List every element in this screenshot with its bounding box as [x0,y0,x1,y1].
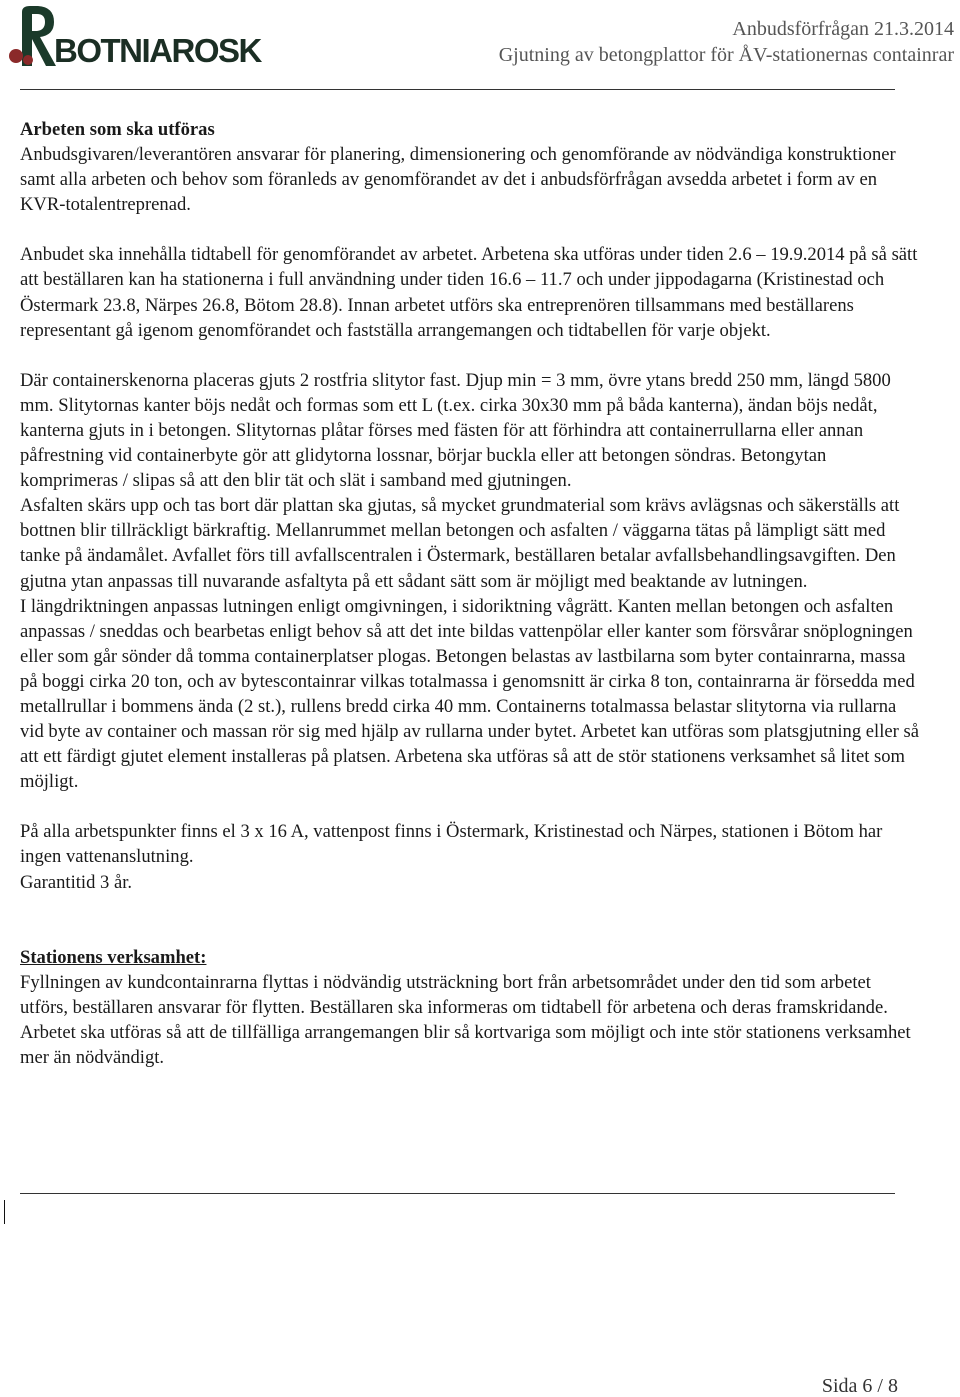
paragraph: På alla arbetspunkter finns el 3 x 16 A, vattenpost finns i Östermark, Kristinestad och Närpes, stationen i Bötom har ingen vattenanslutning. [20,821,883,868]
header-divider [20,89,895,90]
document-body [20,117,920,1070]
text-cursor [4,1200,5,1224]
paragraph: Asfalten skärs upp och tas bort där plattan ska gjutas, så mycket grundmaterial som krävs avlägsnas och säkerställs att bottnen blir tillräckligt bärkraftig. Mellanrummet mellan betongen och asfalten / väggarna tätas på lämpligt sätt med tanke på ändamålet. Avfallet förs till avfallscentralen i Östermark, beställaren betalar avfallsbehandlingsavgiften. Den gjutna ytan anpassas till nuvarande asfaltyta på ett sådant sätt som är möjligt med beaktande av lutningen. [20,495,900,592]
paragraph: Där containerskenorna placeras gjuts 2 rostfria slitytor fast. Djup min = 3 mm, övre ytans bredd 250 mm, längd 5800 mm. Slitytornas kanter böjs nedåt och formas som ett L (t.ex. cirka 30x30 mm på båda kanterna), ändan böjs nedåt, kanterna gjuts in i betongen. Slitytornas plåtar förses med fästen för att förhindra att containerrullarna eller annan påfrestning vid containerbyte gör att glidytorna lossnar, börjar buckla eller att betongen söndras. Betongytan komprimeras / slipas så att den blir tät och slät i samband med gjutningen. [20,369,891,492]
paragraph: I längdriktningen anpassas lutningen enligt omgivningen, i sidoriktning vågrätt. Kanten mellan betongen och asfalten anpassas / sneddas och bearbetas enligt behov så att det inte bildas vattenpölar eller kanter som försvårar snöplogningen eller som går sönder då tomma containerplatser plogas. Betongen belastas av lastbilarna som byter containrarna, massa på boggi cirka 20 ton, och av bytescontainrar vilkas totalmassa i genomsnitt är cirka 8 ton, containrarna är försedda med metallrullar i bommens ända (2 st.), rullens bredd cirka 40 mm. Containerns totalmassa belastar slitytorna via rullarna vid byte av container och massan rör sig med hjälp av rullarna under bytet. Arbetet kan utföras som platsgjutning eller så att ett färdigt gjutet element installeras på platsen. Arbetena ska utföras så att de stör stationens verksamhet så litet som möjligt. [20,595,919,793]
footer-divider [20,1193,895,1194]
header-date: Anbudsförfrågan 21.3.2014 [732,18,954,40]
section-heading-station: Stationens verksamhet: [20,946,207,968]
paragraph: Fyllningen av kundcontainrarna flyttas i nödvändig utsträckning bort från arbetsområdet under den tid som arbetet utförs, beställaren ansvarar för flytten. Beställaren ska informeras om tidtabell för arbetena och deras framskridande. Arbetet ska utföras så att de tillfälliga arrangemangen blir så kortvariga som möjligt och inte stör stationens verksamhet mer än nödvändigt. [20,971,911,1068]
logo-text: BOTNIAROSK [54,32,261,69]
paragraph: Anbudsgivaren/leverantören ansvarar för planering, dimensionering och genomförande av nödvändiga konstruktioner samt alla arbeten och behov som föranleds av genomförandet av det i anbudsförfrågan avsedda arbetet i form av en KVR-totalentreprenad. [20,144,896,216]
page-number: Sida 6 / 8 [821,1375,898,1397]
company-logo [8,4,261,70]
header-title: Gjutning av betongplattor för ÅV-stationernas containrar [498,44,954,66]
paragraph: Anbudet ska innehålla tidtabell för genomförandet av arbetet. Arbetena ska utföras under tiden 2.6 – 19.9.2014 på så sätt att beställaren kan ha stationerna i full användning under tiden 16.6 – 11.7 och under jippodagarna (Kristinestad och Östermark 23.8, Närpes 26.8, Bötom 28.8). Innan arbetet utförs ska entreprenören tillsammans med beställarens representant gå igenom genomförandet och fastställa arrangemangen och tidtabellen för varje objekt. [20,244,918,341]
paragraph: Garantitid 3 år. [20,871,133,893]
section-heading-work: Arbeten som ska utföras [20,119,215,140]
